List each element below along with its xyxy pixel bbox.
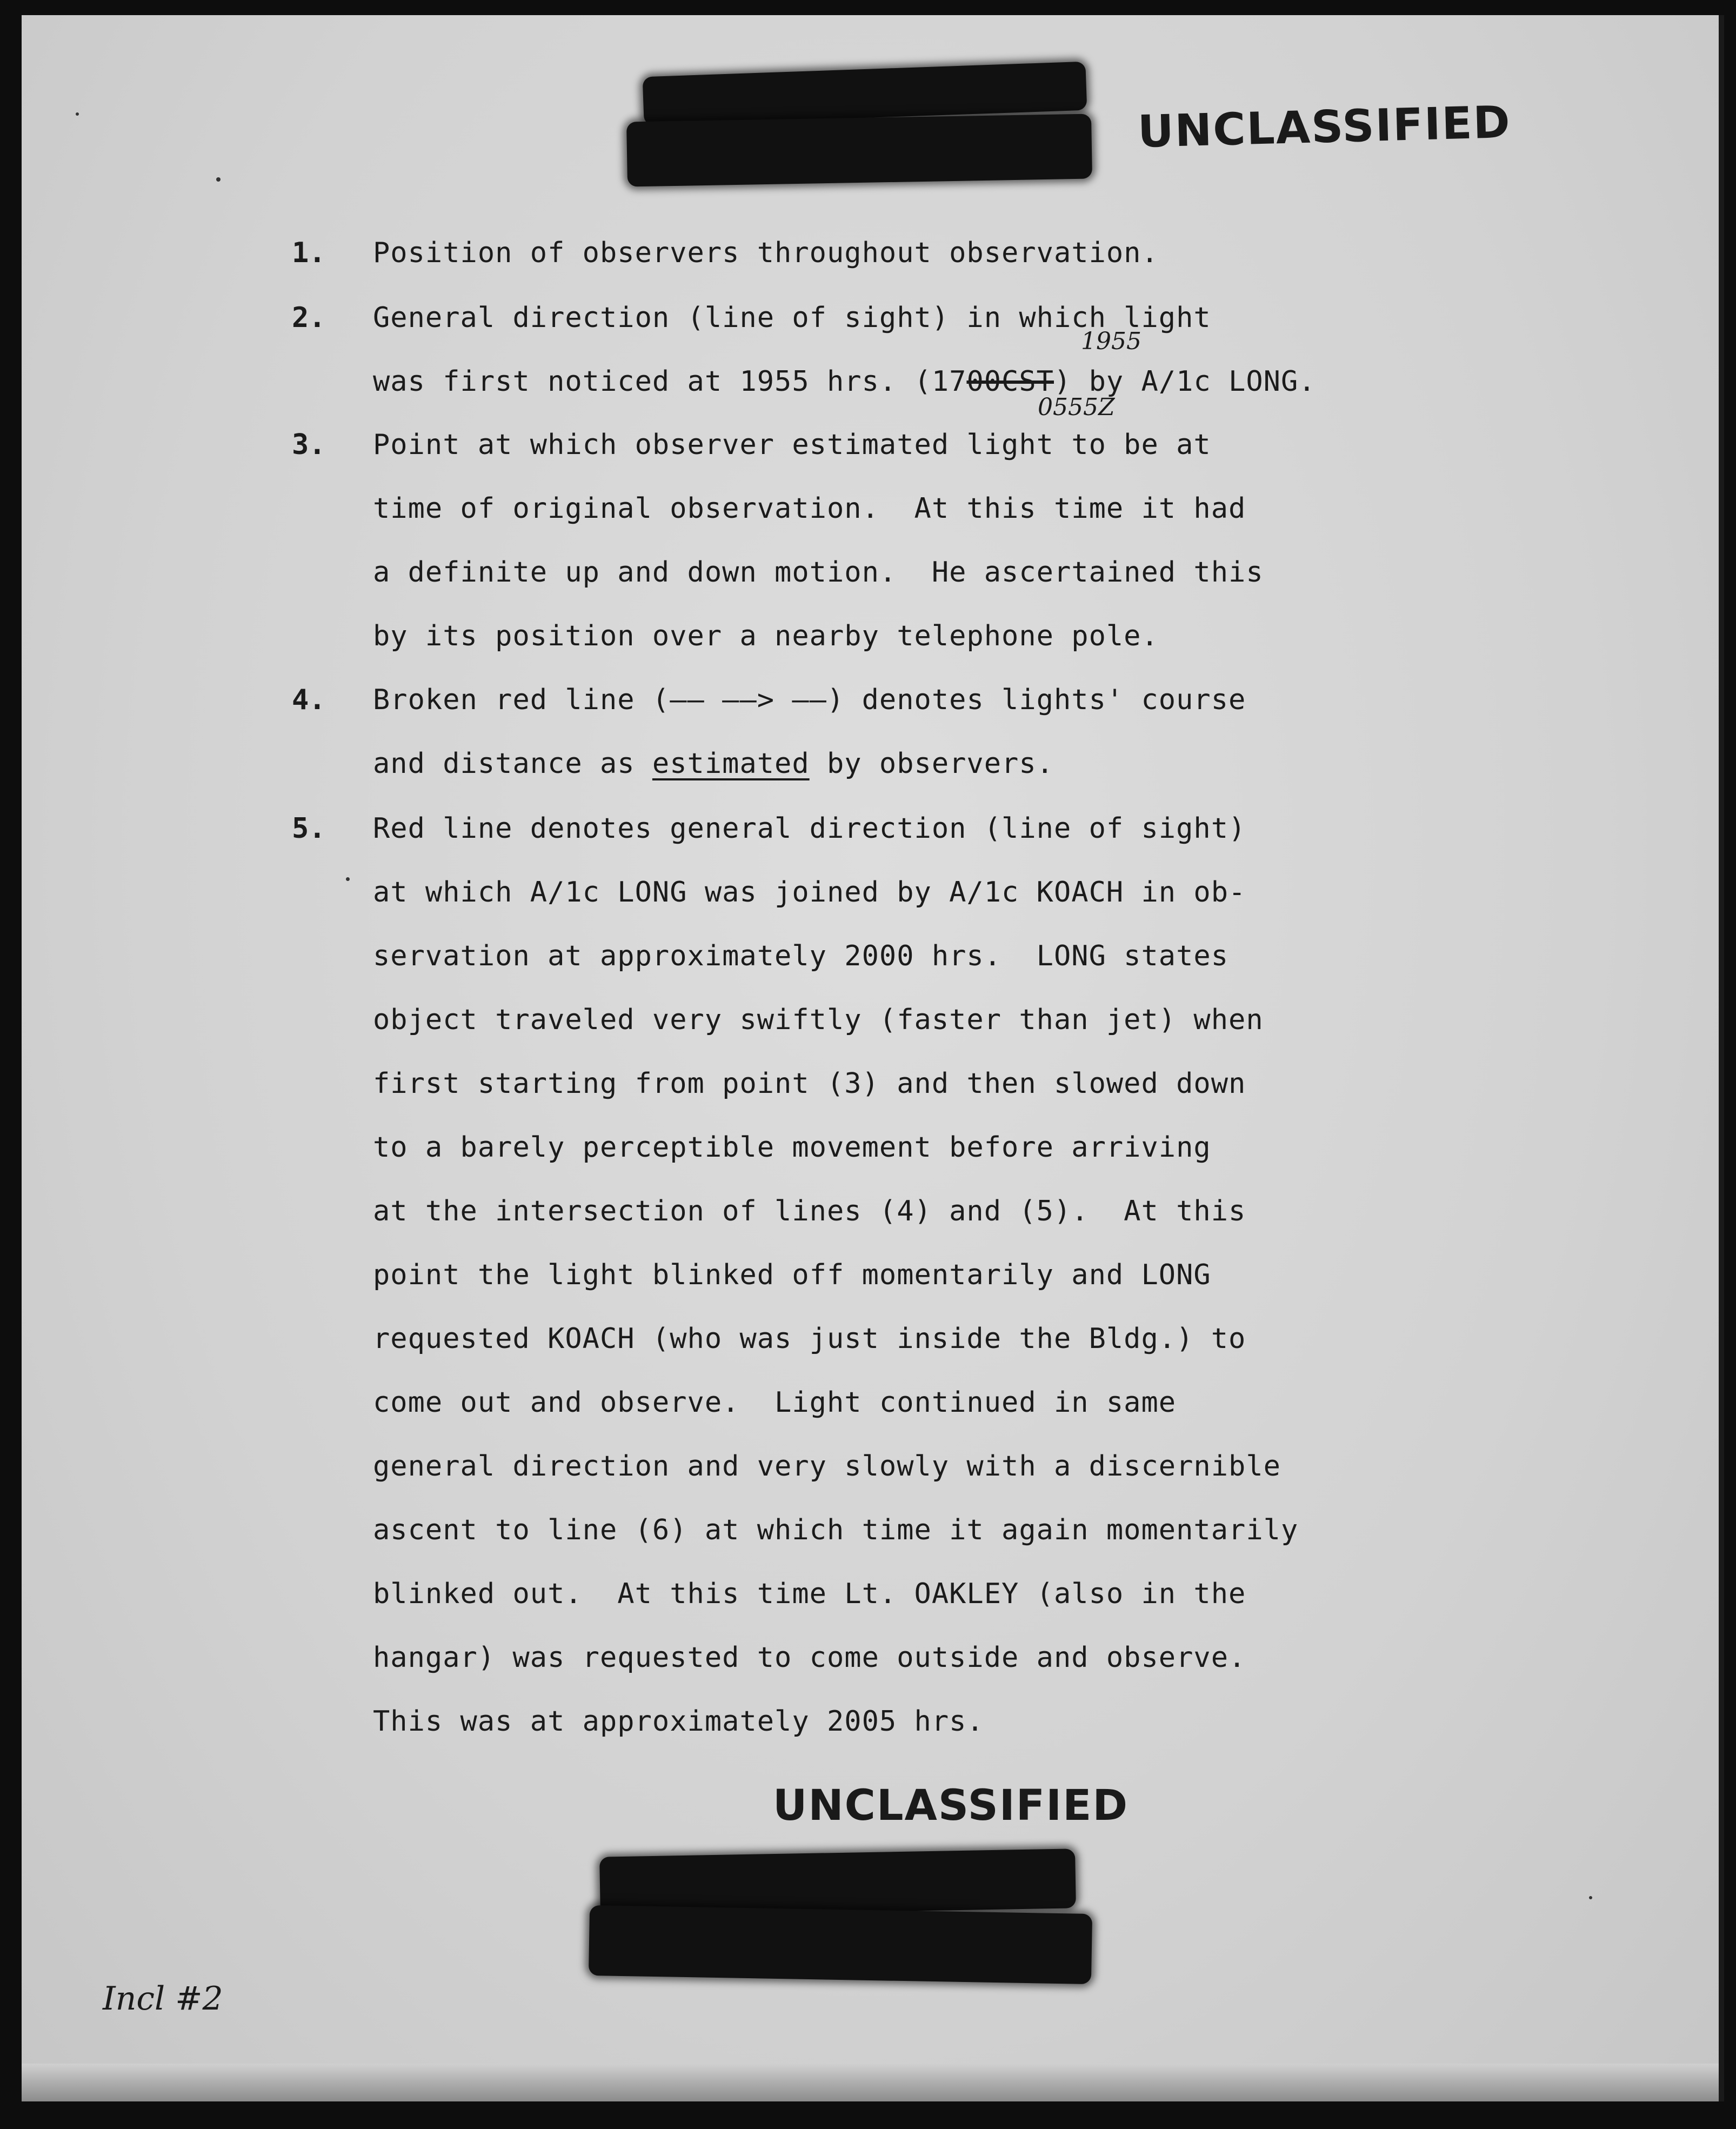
item-2-line-2-end: ) by A/1c LONG.	[1053, 365, 1316, 398]
item-3-line-3: a definite up and down motion. He ascertained this	[373, 556, 1264, 589]
scan-speck	[346, 877, 350, 881]
item-5-line-10: come out and observe. Light continued in same	[373, 1386, 1177, 1419]
scan-speck	[1589, 1896, 1592, 1899]
handwritten-inclosure-note: Incl #2	[103, 1980, 223, 2018]
item-5-line-11: general direction and very slowly with a discernible	[373, 1450, 1281, 1483]
item-5-line-15: This was at approximately 2005 hrs.	[373, 1705, 984, 1738]
item-2-line-2-start: was first noticed at 1955 hrs. (17	[373, 365, 967, 398]
item-5-line-4: object traveled very swiftly (faster than jet) when	[373, 1004, 1264, 1036]
item-4-line-1-start: Broken red line (	[373, 684, 670, 716]
item-5-line-8: point the light blinked off momentarily and LONG	[373, 1259, 1211, 1291]
underlined-word: estimated	[652, 748, 810, 780]
broken-line-arrow-symbol: —— ——> ——	[670, 684, 827, 716]
item-1-line-1: Position of observers throughout observation.	[373, 237, 1159, 269]
document-page	[22, 15, 1724, 2101]
item-4-line-1	[373, 684, 1246, 716]
item-2-line-1: General direction (line of sight) in which light	[373, 302, 1211, 334]
item-4-line-2-start: and distance as	[373, 748, 652, 780]
item-5-line-12: ascent to line (6) at which time it again momentarily	[373, 1514, 1299, 1546]
scan-speck	[216, 177, 221, 182]
scan-bottom-edge	[22, 2064, 1719, 2101]
item-2-line-2	[373, 365, 1316, 398]
classification-stamp-top: UNCLASSIFIED	[1137, 96, 1512, 158]
item-4-line-1-end: ) denotes lights' course	[826, 684, 1246, 716]
handwritten-zulu-correction: 0555Z	[1038, 393, 1115, 421]
item-4-number: 4.	[292, 684, 326, 716]
item-5-number: 5.	[292, 812, 326, 845]
item-3-line-1: Point at which observer estimated light to be at	[373, 429, 1211, 461]
redaction-top-lower	[626, 114, 1092, 187]
item-4-line-2-end: by observers.	[809, 748, 1054, 780]
item-3-number: 3.	[292, 429, 326, 461]
redaction-bottom-lower	[589, 1905, 1092, 1984]
handwritten-time-correction: 1955	[1081, 328, 1141, 355]
scan-speck	[76, 112, 79, 116]
item-5-line-7: at the intersection of lines (4) and (5). At this	[373, 1195, 1246, 1227]
item-5-line-2: at which A/1c LONG was joined by A/1c KOACH in ob-	[373, 876, 1246, 909]
item-2-number: 2.	[292, 302, 326, 334]
item-3-line-2: time of original observation. At this time it had	[373, 492, 1246, 525]
struck-time: 00CST	[966, 365, 1054, 398]
classification-stamp-bottom: UNCLASSIFIED	[773, 1781, 1129, 1830]
item-5-line-5: first starting from point (3) and then slowed down	[373, 1067, 1246, 1100]
item-5-line-6: to a barely perceptible movement before arriving	[373, 1131, 1211, 1164]
item-4-line-2	[373, 748, 1054, 780]
item-1-number: 1.	[292, 237, 326, 269]
item-5-line-13: blinked out. At this time Lt. OAKLEY (also in the	[373, 1578, 1246, 1610]
item-5-line-3: servation at approximately 2000 hrs. LONG states	[373, 940, 1229, 972]
item-5-line-14: hangar) was requested to come outside and observe.	[373, 1641, 1246, 1674]
item-5-line-1: Red line denotes general direction (line of sight)	[373, 812, 1246, 845]
item-3-line-4: by its position over a nearby telephone pole.	[373, 620, 1159, 652]
item-5-line-9: requested KOACH (who was just inside the Bldg.) to	[373, 1323, 1246, 1355]
